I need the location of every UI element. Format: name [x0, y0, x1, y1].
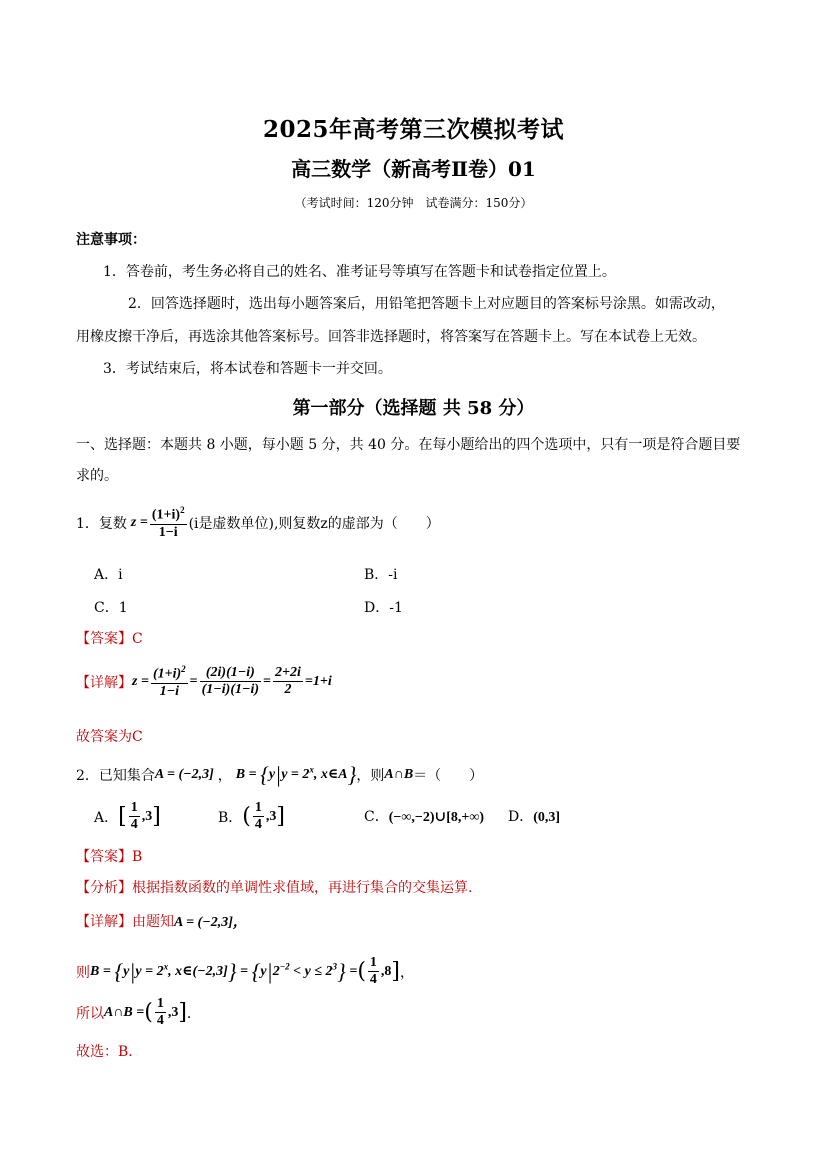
option-d-value: (0,3] [533, 810, 561, 825]
answer-label: 【答案】 [76, 631, 132, 647]
bracket-right: ] [178, 1000, 187, 1026]
notes-item-1: 1．答卷前，考生务必将自己的姓名、准考证号等填写在答题卡和试卷指定位置上。 [103, 264, 616, 280]
answer-value: B [132, 849, 143, 865]
question-2-comma: ， [217, 768, 232, 784]
answer-value: C [132, 631, 143, 647]
question-2-detail-then [76, 955, 414, 988]
bracket-right: ] [391, 959, 401, 985]
detail-so: 所以 [76, 1005, 104, 1022]
question-2-option-d [508, 806, 560, 826]
question-2-tail: ，则 [356, 768, 385, 784]
detail-label: 【详解】 [76, 674, 132, 691]
question-2-detail-intro [76, 911, 247, 931]
section-intro-line-1: 一、选择题：本题共 8 小题，每小题 5 分，共 40 分。在每小题给出的四个选项中，只有一项是符合题目要 [76, 437, 741, 453]
option-a-label: A． [94, 809, 119, 826]
detail-fraction-ab: $\frac{1}{4}$ [156, 996, 164, 1029]
question-1-conclusion: 故答案为C [76, 729, 143, 745]
option-c-value: (−∞,−2)∪[8,+∞) [388, 810, 484, 825]
page-subtitle: 高三数学（新高考Ⅱ卷）01 [291, 157, 536, 181]
question-1-formula: z = [130, 514, 148, 530]
detail-fraction-1: $\frac{(1+i)^2}{1-i}$ [152, 664, 186, 699]
option-d-label: D． [508, 809, 534, 825]
question-2-intersection: A∩B [384, 767, 414, 782]
exam-meta: （考试时间：120分钟 试卷满分：150分） [294, 196, 533, 210]
detail-comma: ， [400, 964, 415, 981]
detail-eq-1: = [189, 673, 198, 689]
question-2-set-b: $B = \{y|y = 2^x$, x∈A} [235, 762, 357, 787]
question-2-answer [76, 846, 142, 866]
option-a-upper: ,3 [141, 808, 153, 824]
question-1-option-d: D．-1 [364, 600, 403, 616]
answer-label: 【答案】 [76, 849, 132, 865]
question-1-detail [76, 664, 332, 700]
question-1-tail: (i是虚数单位),则复数z的虚部为（ ） [188, 515, 440, 532]
detail-fraction-b: $\frac{1}{4}$ [369, 955, 377, 988]
notes-item-2-line-1: 2．回答选择题时，选出每小题答案后，用铅笔把答题卡上对应题目的答案标号涂黑。如需改动， [128, 296, 725, 312]
option-b-fraction: $\frac{1}{4}$ [254, 800, 262, 833]
bracket-right: ] [276, 804, 285, 830]
bracket-right: ] [152, 804, 161, 830]
detail-upper-b: ,8 [380, 963, 392, 979]
question-2-blank: ＝（ ） [413, 768, 484, 784]
paren-left: ( [144, 1000, 153, 1026]
paren-left: ( [242, 804, 251, 830]
question-2-detail-so [76, 996, 201, 1029]
question-1-option-b: B．-i [364, 567, 398, 583]
question-1-number: 1．复数 [76, 515, 127, 532]
detail-fraction-3: $\frac{2+2i}{2}$ [275, 665, 301, 698]
detail-period: ． [186, 1005, 201, 1022]
question-2-choice: 故选：B． [76, 1044, 143, 1060]
detail-eq-2: = [263, 673, 272, 689]
section-title: 第一部分（选择题 共 58 分） [292, 398, 535, 419]
option-a-fraction: $\frac{1}{4}$ [130, 800, 138, 833]
detail-then: 则 [76, 964, 90, 981]
option-b-upper: ,3 [265, 808, 277, 824]
detail-intro: 由题知 [132, 914, 174, 930]
detail-fraction-2: $\frac{(2i)(1-i)}{(1-i)(1-i)}$ [201, 665, 260, 698]
option-b-label: B． [218, 809, 243, 826]
analysis-text: 根据指数函数的单调性求值域，再进行集合的交集运算. [132, 880, 473, 896]
detail-intersection: A∩B = [104, 1004, 145, 1020]
detail-label: 【详解】 [76, 914, 132, 930]
option-c-label: C． [364, 809, 389, 825]
page-title: 2025年高考第三次模拟考试 [262, 116, 564, 143]
question-2-analysis [76, 877, 472, 897]
notes-item-2-line-2: 用橡皮擦干净后，再选涂其他答案标号。回答非选择题时，将答案写在答题卡上。写在本试卷上无效。 [76, 329, 706, 345]
section-intro-line-2: 求的。 [76, 468, 118, 484]
question-1-option-c: C．1 [94, 600, 128, 616]
question-2-option-a [94, 800, 161, 833]
notes-item-3: 3．考试结束后，将本试卷和答题卡一并交回。 [103, 361, 392, 377]
detail-result: =1+i [304, 673, 332, 689]
question-2-number: 2．已知集合 [76, 768, 155, 784]
detail-formula-lhs: z = [132, 673, 149, 689]
notes-heading: 注意事项： [76, 232, 146, 248]
question-2-set-a: A = (−2,3] [154, 767, 214, 782]
question-1 [76, 505, 440, 541]
analysis-label: 【分析】 [76, 880, 132, 896]
question-2-option-c [364, 806, 484, 826]
question-2 [76, 762, 483, 788]
detail-upper-ab: ,3 [167, 1004, 179, 1020]
question-1-fraction: $\frac{(1+i)^2}{1-i}$ [151, 505, 185, 540]
detail-set-b: $B = \{y|y = 2^x$, x∈(−2,3]} = $\{y|2^{-2} < y \le 2^3\}$ = [90, 958, 358, 984]
question-1-answer [76, 628, 143, 648]
question-2-option-b [218, 800, 285, 833]
detail-set-a: A = (−2,3]， [174, 915, 247, 930]
paren-left: ( [357, 959, 366, 985]
bracket-left: [ [118, 804, 127, 830]
question-1-option-a: A．i [94, 567, 123, 583]
